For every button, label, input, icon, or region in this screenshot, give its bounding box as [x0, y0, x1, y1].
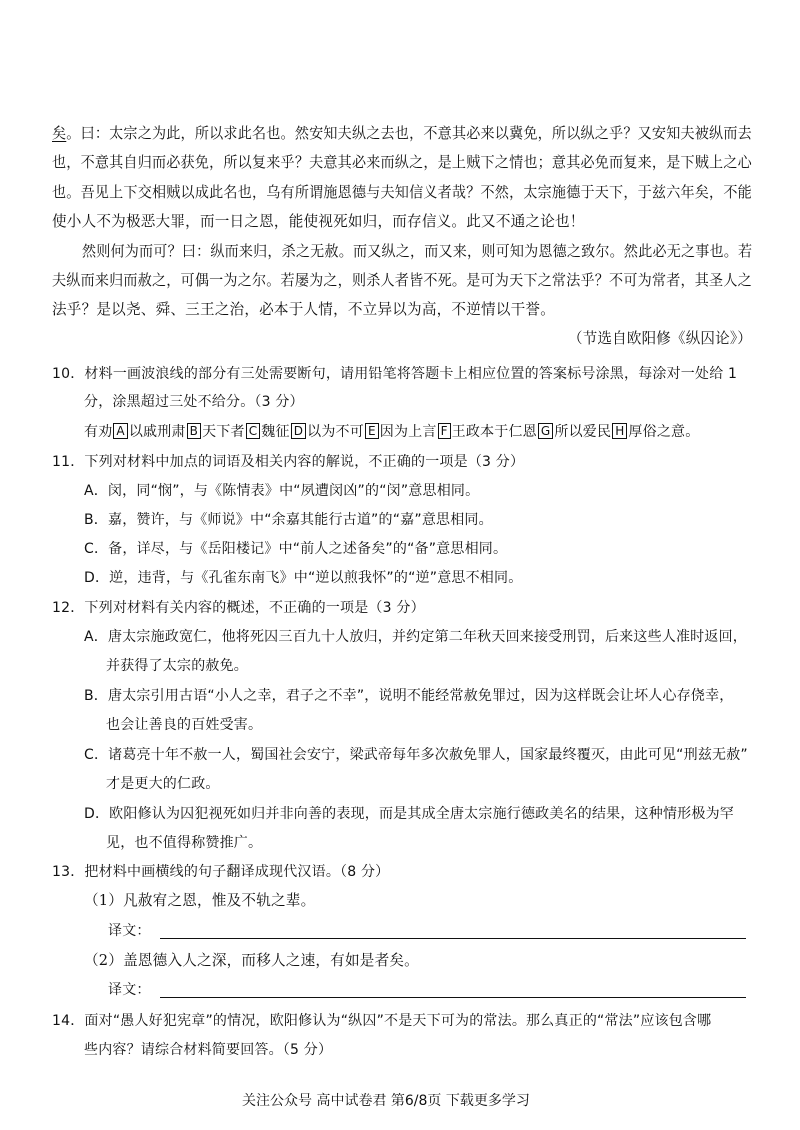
q11-option-b[interactable]: B．嘉，赞许，与《师说》中“余嘉其能行古道”的“嘉”意思相同。 [84, 512, 493, 528]
q10-segment: 以戚刑肃 [128, 424, 186, 440]
q10-marker-h[interactable]: H [612, 423, 627, 439]
passage-line: 也，不意其自归而必获免，所以复来乎？夫意其必来而纵之，是上贼下之情也；意其必免而复来，是下贼上之心 [52, 154, 752, 171]
q10-marker-e[interactable]: E [365, 423, 379, 439]
q12-stem: 12．下列对材料有关内容的概述，不正确的一项是（3 分） [52, 600, 425, 616]
q10-segment: 因为上言 [379, 424, 437, 440]
passage-source: （节选自欧阳修《纵囚论》） [568, 330, 753, 347]
q11-option-c[interactable]: C．备，详尽，与《岳阳楼记》中“前人之述备矣”的“备”意思相同。 [84, 541, 508, 557]
passage-line: 也。吾见上下交相贼以成此名也，乌有所谓施恩德与夫知信义者哉？不然，太宗施德于天下，于兹六年矣，不能 [52, 184, 752, 201]
passage-line: 使小人不为极恶大罪，而一日之恩，能使视死如归，而存信义。此又不通之论也！ [52, 213, 585, 230]
q10-segment: 天下者 [202, 424, 245, 440]
q11-option-d[interactable]: D．逆，违背，与《孔雀东南飞》中“逆以煎我怀”的“逆”意思不相同。 [84, 570, 523, 586]
q11-option-a[interactable]: A．闵，同“悯”，与《陈情表》中“夙遭闵凶”的“闵”意思相同。 [84, 483, 480, 499]
q13-stem: 13．把材料中画横线的句子翻译成现代汉语。（8 分） [52, 864, 390, 880]
q13-item-2: （2）盖恩德入人之深，而移人之速，有如是者矣。 [84, 952, 419, 969]
q10-segment: 以为不可 [307, 424, 364, 440]
passage-line: 然则何为而可？曰：纵而来归，杀之无赦。而又纵之，而又来，则可知为恩德之致尔。然此必无之事也。若 [82, 243, 753, 260]
q10-segment: 厚俗之意。 [628, 424, 700, 440]
q10-stem-cont: 分，涂黑超过三处不给分。（3 分） [84, 394, 304, 410]
q13-answer-line-1[interactable] [160, 938, 746, 939]
q12-option-d[interactable]: D．欧阳修认为囚犯视死如归并非向善的表现，而是其成全唐太宗施行德政美名的结果，这种情形极为罕 [84, 806, 734, 822]
q14-stem: 14．面对“愚人好犯宪章”的情况，欧阳修认为“纵囚”不是天下可为的常法。那么真正的“常法”应该包含哪 [52, 1013, 712, 1029]
q10-marker-d[interactable]: D [291, 423, 306, 439]
passage-line: 法乎？是以尧、舜、三王之治，必本于人情，不立异以为高，不逆情以干誉。 [52, 301, 555, 318]
q10-marker-c[interactable]: C [246, 423, 261, 439]
q12-option-b[interactable]: B．唐太宗引用古语“小人之幸，君子之不幸”，说明不能经常赦免罪过，因为这样既会让坏人心存侥幸， [84, 688, 734, 704]
q14-stem-cont: 些内容？请综合材料简要回答。（5 分） [84, 1042, 333, 1058]
q12-option-b-cont: 也会让善良的百姓受害。 [106, 717, 263, 733]
q13-answer-label-2: 译文： [108, 982, 151, 998]
underlined-word: 矣 [52, 125, 67, 142]
q13-answer-label-1: 译文： [108, 923, 151, 939]
q13-item-1: （1）凡赦宥之恩，惟及不轨之辈。 [84, 892, 316, 909]
q10-marker-g[interactable]: G [538, 423, 554, 439]
q10-marker-a[interactable]: A [113, 423, 127, 439]
q12-option-c[interactable]: C．诸葛亮十年不赦一人，蜀国社会安宁，梁武帝每年多次赦免罪人，国家最终覆灭，由此可见“刑兹无赦” [84, 747, 748, 763]
passage-line: 夫纵而来归而赦之，可偶一为之尔。若屡为之，则杀人者皆不死。是可为天下之常法乎？不可为常者，其圣人之 [52, 272, 752, 289]
page-footer: 关注公众号 高中试卷君 第6/8页 下载更多学习 [242, 1093, 530, 1109]
passage-line [52, 124, 752, 144]
q10-stem: 10．材料一画波浪线的部分有三处需要断句，请用铅笔将答题卡上相应位置的答案标号涂黑，每涂对一处给 1 [52, 366, 738, 382]
q12-option-d-cont: 见，也不值得称赞推广。 [106, 835, 263, 851]
q11-stem: 11．下列对材料中加点的词语及相关内容的解说，不正确的一项是（3 分） [52, 454, 525, 470]
passage-line-rest: 。曰：太宗之为此，所以求此名也。然安知夫纵之去也，不意其必来以冀免，所以纵之乎？又安知夫被纵而去 [66, 125, 752, 142]
q10-segment: 所以爱民 [554, 424, 612, 440]
q10-segment: 魏征 [261, 424, 290, 440]
q10-marker-f[interactable]: F [438, 423, 451, 439]
q12-option-a-cont: 并获得了太宗的赦免。 [106, 658, 248, 674]
q10-marker-b[interactable]: B [187, 423, 201, 439]
q10-segment: 王政本于仁恩 [451, 424, 537, 440]
q12-option-a[interactable]: A．唐太宗施政宽仁，他将死囚三百九十人放归，并约定第二年秋天回来接受刑罚，后来这些人准时返回， [84, 629, 747, 645]
q10-sentence [84, 422, 699, 442]
q12-option-c-cont: 才是更大的仁政。 [106, 776, 220, 792]
q10-segment: 有劝 [84, 424, 113, 440]
q13-answer-line-2[interactable] [160, 997, 746, 998]
